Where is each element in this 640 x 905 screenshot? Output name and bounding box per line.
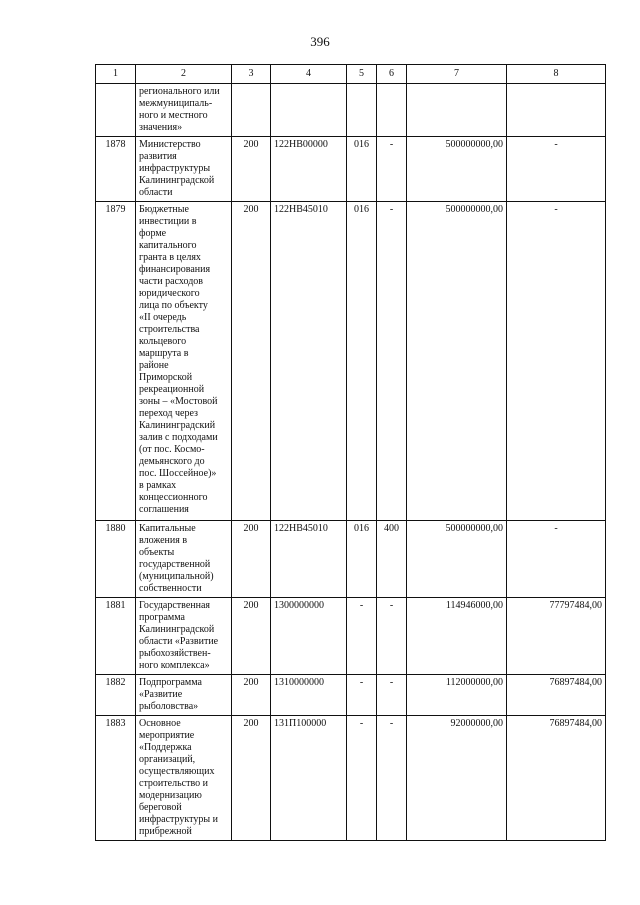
cell-col7: 92000000,00 <box>407 716 507 841</box>
table-row <box>96 675 606 716</box>
cell-col6: - <box>377 675 407 716</box>
cell-col4: 122НВ00000 <box>271 137 347 202</box>
cell-col8: 76897484,00 <box>507 675 606 716</box>
row-number: 1883 <box>96 716 136 841</box>
cell-col5 <box>347 84 377 137</box>
cell-col4: 131П100000 <box>271 716 347 841</box>
cell-col4: 1300000000 <box>271 598 347 675</box>
cell-col8 <box>507 84 606 137</box>
cell-col5: - <box>347 675 377 716</box>
row-name <box>136 202 232 521</box>
cell-col6: - <box>377 716 407 841</box>
row-name <box>136 716 232 841</box>
cell-col6: 400 <box>377 521 407 598</box>
row-name <box>136 137 232 202</box>
row-name-text: Капитальные вложения в объекты государственной (муниципальной) собственности <box>139 523 214 594</box>
cell-col6: - <box>377 202 407 521</box>
row-name-text: Бюджетные инвестиции в форме капитального гранта в целях финансирования части расходов юридического лица по объекту «II очередь строительства кольцевого маршрута в районе Приморской рекреационной зоны – «Мостовой переход через Калининградский залив с подходами (от пос. Космо- демьянского до пос. Шоссейное)» в рамках концессионного соглашения <box>139 204 218 515</box>
column-header: 8 <box>507 65 606 84</box>
column-header: 1 <box>96 65 136 84</box>
cell-col3: 200 <box>232 598 271 675</box>
column-header: 3 <box>232 65 271 84</box>
cell-col8: 76897484,00 <box>507 716 606 841</box>
cell-col5: 016 <box>347 521 377 598</box>
cell-col8: - <box>507 137 606 202</box>
cell-col3: 200 <box>232 675 271 716</box>
cell-col7: 500000000,00 <box>407 137 507 202</box>
cell-col6: - <box>377 598 407 675</box>
row-number: 1882 <box>96 675 136 716</box>
cell-col3: 200 <box>232 716 271 841</box>
cell-col8: 77797484,00 <box>507 598 606 675</box>
column-header: 4 <box>271 65 347 84</box>
cell-col7: 112000000,00 <box>407 675 507 716</box>
column-header: 2 <box>136 65 232 84</box>
row-name <box>136 521 232 598</box>
cell-col7: 500000000,00 <box>407 202 507 521</box>
row-name-text: Основное мероприятие «Поддержка организаций, осуществляющих строительство и модернизацию береговой инфраструктуры и прибрежной <box>139 718 218 837</box>
cell-col5: - <box>347 598 377 675</box>
page-number: 396 <box>310 34 330 49</box>
cell-col4: 122НВ45010 <box>271 202 347 521</box>
table-row <box>96 202 606 521</box>
cell-col7: 500000000,00 <box>407 521 507 598</box>
cell-col5: - <box>347 716 377 841</box>
table-row <box>96 137 606 202</box>
cell-col7: 114946000,00 <box>407 598 507 675</box>
row-number <box>96 84 136 137</box>
column-header: 6 <box>377 65 407 84</box>
table-row <box>96 598 606 675</box>
cell-col8: - <box>507 521 606 598</box>
row-number: 1880 <box>96 521 136 598</box>
cell-col3: 200 <box>232 202 271 521</box>
row-name-text: Государственная программа Калининградской области «Развитие рыбохозяйствен- ного комплекса» <box>139 600 219 671</box>
cell-col5: 016 <box>347 137 377 202</box>
cell-col5: 016 <box>347 202 377 521</box>
row-name-text: Министерство развития инфраструктуры Калининградской области <box>139 139 215 198</box>
column-header: 5 <box>347 65 377 84</box>
row-name-text: Подпрограмма «Развитие рыболовства» <box>139 677 202 712</box>
table-row <box>96 84 606 137</box>
row-name-text: регионального или межмуниципаль- ного и местного значения» <box>139 86 220 133</box>
cell-col4: 122НВ45010 <box>271 521 347 598</box>
table-row <box>96 521 606 598</box>
row-name <box>136 675 232 716</box>
cell-col6 <box>377 84 407 137</box>
row-name <box>136 84 232 137</box>
table-header-row <box>96 65 606 84</box>
cell-col3 <box>232 84 271 137</box>
column-header: 7 <box>407 65 507 84</box>
row-name <box>136 598 232 675</box>
cell-col7 <box>407 84 507 137</box>
cell-col4 <box>271 84 347 137</box>
row-number: 1881 <box>96 598 136 675</box>
cell-col8: - <box>507 202 606 521</box>
cell-col3: 200 <box>232 521 271 598</box>
cell-col3: 200 <box>232 137 271 202</box>
row-number: 1878 <box>96 137 136 202</box>
table-row <box>96 716 606 841</box>
cell-col4: 1310000000 <box>271 675 347 716</box>
budget-table <box>95 64 606 841</box>
cell-col6: - <box>377 137 407 202</box>
row-number: 1879 <box>96 202 136 521</box>
